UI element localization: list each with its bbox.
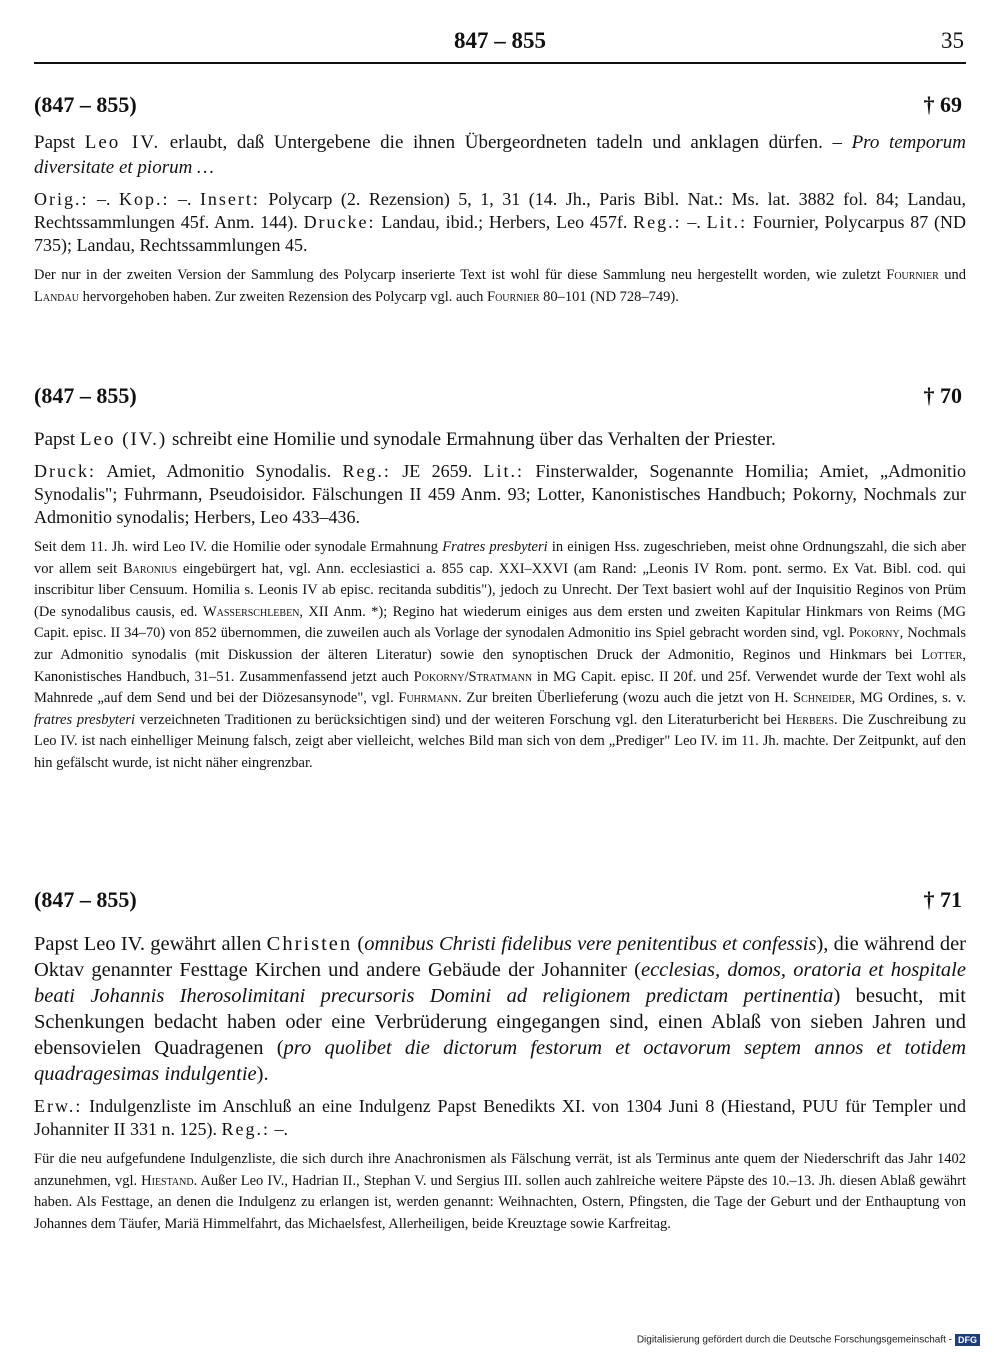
incipit: Pro temporum diversitate et piorum … <box>34 132 966 178</box>
source-value: Landau, ibid.; Herbers, Leo 457f. <box>375 212 634 232</box>
commentary-part: hervorgehoben haben. Zur zweiten Rezension des Polycarp vgl. auch <box>78 288 487 305</box>
commentary-block <box>34 537 966 775</box>
source-value: Amiet, Admonitio Synodalis. <box>95 461 343 481</box>
regest-part: Papst <box>34 132 85 153</box>
entry-number: † 70 <box>923 383 962 408</box>
source-value: Indulgenzliste im Anschluß an eine Indulgenz Papst Benedikts XI. von 1304 Juni 8 (Hiestand, PUU für Templer und Johanniter II 331 n. 125). <box>34 1096 966 1139</box>
regest-part: Papst <box>34 429 80 450</box>
source-label: Lit.: <box>706 212 748 232</box>
commentary-part: , MG Ordines, s. v. <box>851 690 966 707</box>
source-label: Lit.: <box>483 461 525 481</box>
regest-part: ). <box>256 1063 269 1085</box>
source-label: Reg.: <box>342 461 391 481</box>
commentary-part: , XII Anm. *); Regino hat wiederum einiges aus dem ersten und zweiten Kapitular Hinkmars von Reims (MG Capit. episc. II 34–70) von 852 übernommen, die zuweilen auch als Vorlage der synodalen Admonitio ins Spiel gebracht worden sind, vgl. <box>34 603 967 642</box>
commentary-part: 80–101 (ND 728–749). <box>539 288 679 305</box>
entry-heading <box>34 887 966 921</box>
source-label: Drucke: <box>303 212 376 232</box>
author-name: Landau <box>34 288 79 305</box>
entry-number: † 69 <box>923 92 962 117</box>
entry-heading <box>34 92 966 126</box>
commentary-part: in MG Capit. episc. II 20f. und 25f. Verwendet wurde der Text wohl als Mahnrede „auf dem Send und bei der Diözesansynode", vgl. <box>34 668 966 707</box>
commentary-part: Seit dem 11. Jh. wird Leo IV. die Homilie oder synodale Ermahnung <box>34 539 443 555</box>
source-label: Reg.: <box>221 1119 270 1139</box>
entry-date: (847 – 855) <box>34 92 137 117</box>
entry-heading <box>34 383 966 417</box>
source-value: –. <box>681 212 707 232</box>
entry-number: † 71 <box>923 887 962 912</box>
regest-part: schreibt eine Homilie und synodale Ermahnung über das Verhalten der Priester. <box>167 429 776 450</box>
latin-quote: ecclesias, domos, oratoria et hospitale beati Johannis Iherosolimitani precursoris Domini ad religionem predictam pertinentia <box>34 959 966 1007</box>
entry-70 <box>34 383 966 775</box>
running-header <box>34 26 966 64</box>
pope-name: Leo IV. <box>84 132 161 153</box>
source-label: Orig.: <box>34 189 89 209</box>
commentary-part: , Kanonistisches Handbuch, 31–51. Zusammenfassend jetzt auch <box>34 646 966 685</box>
regest-text <box>34 931 966 1087</box>
author-name: Lotter <box>921 646 963 663</box>
commentary-part: und <box>938 267 967 283</box>
regest-text <box>34 427 966 452</box>
entry-date: (847 – 855) <box>34 383 137 408</box>
pope-name: Leo (IV.) <box>79 429 168 450</box>
source-label: Druck: <box>34 461 96 481</box>
author-name: Schneider <box>793 690 852 707</box>
sources-block <box>34 460 966 529</box>
commentary-part: . Die Zuschreibung zu Leo IV. ist nach einhelliger Meinung falsch, zeigt aber vielleicht, welches Bild man sich von dem „Prediger" Leo IV. im 11. Jh. machte. Der Zeitpunkt, auf den hin gefälscht wurde, ist nicht näher eingrenzbar. <box>34 711 966 771</box>
source-label: Kop.: <box>118 189 170 209</box>
commentary-part: . Zur breiten Überlieferung (wozu auch die jetzt von H. <box>458 690 793 707</box>
regest-part: erlaubt, daß Untergebene die ihnen Übergeordneten tadeln und anklagen dürfen. – <box>160 132 852 153</box>
commentary-block <box>34 265 966 308</box>
regest-part: ( <box>352 933 365 955</box>
source-label: Insert: <box>199 189 260 209</box>
commentary-part: Der nur in der zweiten Version der Sammlung des Polycarp inserierte Text ist wohl für diese Sammlung neu hergestellt worden, wie zuletzt <box>34 267 887 283</box>
author-name: Pokorny/Stratmann <box>413 668 533 685</box>
footer-text: Digitalisierung gefördert durch die Deutsche Forschungsgemeinschaft - <box>636 1334 952 1346</box>
source-value: –. <box>269 1119 288 1139</box>
commentary-part: Für die neu aufgefundene Indulgenzliste, die sich durch ihre Anachronismen als Fälschung verrät, ist als Terminus ante quem der Niederschrift das Jahr 1402 anzunehmen, vgl. <box>34 1151 966 1189</box>
incipit: fratres presbyteri <box>34 711 136 728</box>
sources-block <box>34 1095 966 1141</box>
source-value: JE 2659. <box>390 461 484 481</box>
commentary-part: . Außer Leo IV., Hadrian II., Stephan V. und Sergius III. sollen auch zahlreiche weitere Päpste des 10.–13. Jh. diesen Ablaß gewährt haben. Als Festtage, an denen die Indulgenz zu erlangen ist, werden genannt: Weihnachten, Ostern, Pfingsten, die Tage der Geburt und der Enthauptung von Johannes dem Täufer, Mariä Himmelfahrt, das Michaelsfest, Allerheiligen, beide Kreuztage sowie Karfreitag. <box>34 1172 966 1232</box>
author-name: Pokorny <box>848 625 900 642</box>
source-value: Finsterwalder, Sogenannte Homilia; Amiet, „Admonitio Synodalis"; Fuhrmann, Pseudoisidor. Fälschungen II 459 Anm. 93; Lotter, Kanonistisches Handbuch; Pokorny, Nochmals zur Admonitio synodalis; Herbers, Leo 433–436. <box>34 461 967 527</box>
commentary-part: in einigen Hss. zugeschrieben, meist ohne Ordnungszahl, die sich aber vor allem seit <box>34 539 967 577</box>
latin-quote: pro quolibet die dictorum festorum et octavorum septem annos et totidem quadragesimas indulgentie <box>34 1037 966 1085</box>
author-name: Fournier <box>487 288 540 305</box>
regest-part: ) besucht, mit Schenkungen bedacht haben oder eine Verbrüderung eingegangen sind, einen Ablaß von sieben Jahren und ebensovielen Quadragenen ( <box>34 985 967 1059</box>
author-name: Herbers <box>785 711 834 728</box>
source-label: Reg.: <box>633 212 682 232</box>
header-range: 847 – 855 <box>454 28 546 53</box>
author-name: Baronius <box>122 560 178 577</box>
incipit: Fratres presbyteri <box>442 539 548 555</box>
regest-text <box>34 130 966 180</box>
regest-part: ), die während der Oktav genannter Festtage Kirchen und andere Gebäude der Johanniter ( <box>34 933 967 981</box>
regest-part: Papst Leo IV. gewährt allen <box>34 933 267 955</box>
author-name: Fuhrmann <box>398 690 459 707</box>
sources-block <box>34 188 966 257</box>
regest-emphasis: Christen <box>266 933 353 955</box>
source-value: –. <box>88 189 119 209</box>
page-number: 35 <box>941 28 964 53</box>
source-value: Polycarp (2. Rezension) 5, 1, 31 (14. Jh., Paris Bibl. Nat.: Ms. lat. 3882 fol. 84; Landau, Rechtssammlungen 45f. Anm. 144). <box>34 189 967 232</box>
source-value: –. <box>169 189 200 209</box>
commentary-part: eingebürgert hat, vgl. Ann. ecclesiastici a. 855 cap. XXI–XXVI (am Rand: „Leonis IV Rom. pont. sermo. Ex Vat. Bibl. cod. qui inscribitur liber Censuum. Homilia s. Leonis IV ab episc. recitanda subditis"), jedoch zu Unrecht. Der Text basiert wohl auf der Inquisitio Reginos von Prüm (De synodalibus causis, ed. <box>34 560 967 620</box>
entry-69 <box>34 92 966 308</box>
author-name: Fournier <box>886 267 939 283</box>
digitization-note <box>637 1334 980 1346</box>
commentary-part: verzeichneten Traditionen zu berücksichtigen sind) und der weiteren Forschung vgl. den Literaturbericht bei <box>135 711 786 728</box>
author-name: Hiestand <box>141 1172 194 1189</box>
entry-71 <box>34 887 966 1235</box>
latin-quote: omnibus Christi fidelibus vere penitentibus et confessis <box>364 933 817 955</box>
commentary-part: , Nochmals zur Admonitio synodalis (mit Diskussion der älteren Literatur) sowie den synoptischen Druck der Admonitio, Reginos und Hinkmars bei <box>34 625 966 663</box>
commentary-block <box>34 1149 966 1235</box>
source-value: Fournier, Polycarpus 87 (ND 735); Landau, Rechtssammlungen 45. <box>34 212 966 255</box>
source-label: Erw.: <box>34 1096 83 1116</box>
entry-date: (847 – 855) <box>34 887 137 912</box>
dfg-logo: DFG <box>955 1334 980 1346</box>
author-name: Wasserschleben <box>202 603 300 620</box>
